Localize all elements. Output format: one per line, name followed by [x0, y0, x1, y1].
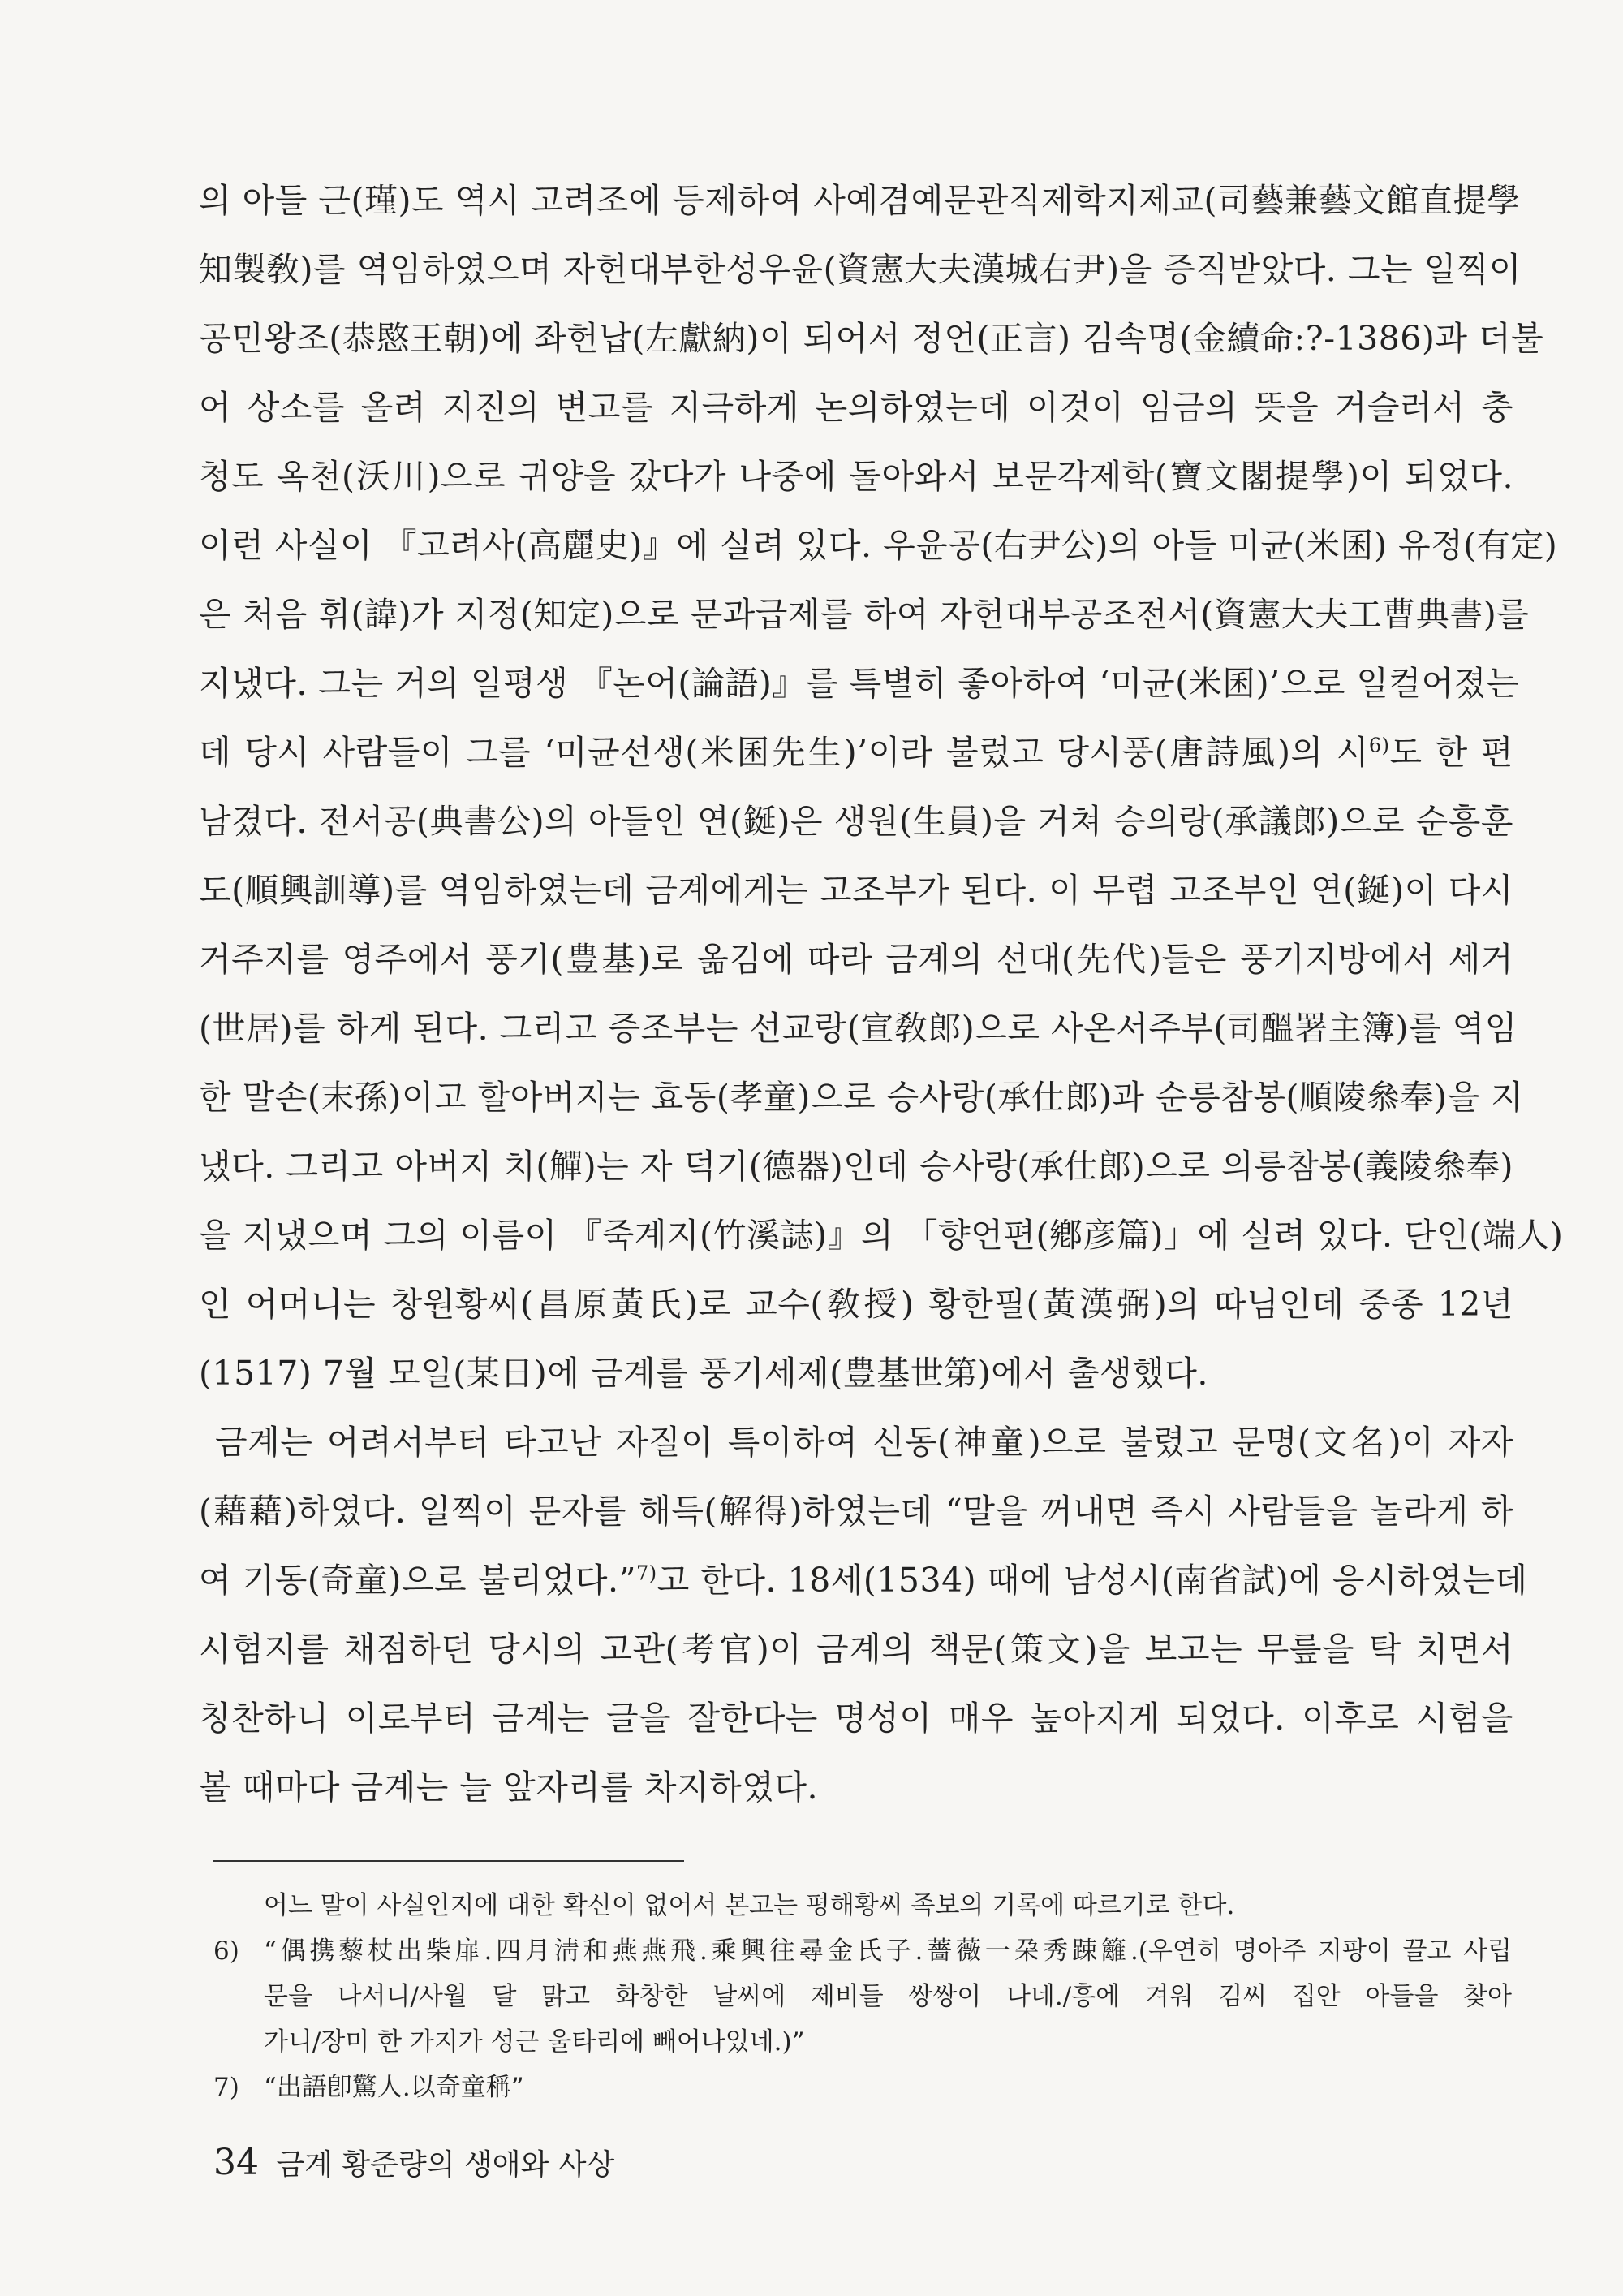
body-line: 이런 사실이 『고려사(高麗史)』에 실려 있다. 우윤공(右尹公)의 아들 미균(米囷) 유정(有定)	[199, 526, 1558, 565]
footnote-line: 가니/장미 한 가지가 성근 울타리에 빼어나있네.)”	[264, 2027, 805, 2057]
body-line: 거주지를 영주에서 풍기(豊基)로 옮김에 따라 금계의 선대(先代)들은 풍기지방에서 세거	[199, 940, 1513, 979]
body-line: 어 상소를 올려 지진의 변고를 지극하게 논의하였는데 이것이 임금의 뜻을 거슬러서 충	[199, 388, 1513, 427]
body-line	[199, 718, 1513, 787]
footnote-ref-7[interactable]: 7)	[636, 1562, 657, 1585]
body-line: 도(順興訓導)를 역임하였는데 금계에게는 고조부가 된다. 이 무렵 고조부인 연(鋋)이 다시	[199, 871, 1513, 910]
body-line: 칭찬하니 이로부터 금계는 글을 잘한다는 명성이 매우 높아지게 되었다. 이후로 시험을	[199, 1699, 1513, 1738]
footnote-divider	[213, 1860, 684, 1862]
body-line: 인 어머니는 창원황씨(昌原黃氏)로 교수(敎授) 황한필(黃漢弼)의 따님인데 중종 12년	[199, 1285, 1513, 1324]
body-line: 한 말손(末孫)이고 할아버지는 효동(孝童)으로 승사랑(承仕郎)과 순릉참봉(順陵叅奉)을 지	[199, 1078, 1524, 1117]
body-line: 의 아들 근(瑾)도 역시 고려조에 등제하여 사예겸예문관직제학지제교(司藝兼藝文館直提學	[199, 181, 1521, 220]
body-line: 知製敎)를 역임하였으며 자헌대부한성우윤(資憲大夫漢城右尹)을 증직받았다. 그는 일찍이	[199, 250, 1522, 289]
body-line: 볼 때마다 금계는 늘 앞자리를 차지하였다.	[199, 1768, 818, 1807]
body-line: 금계는 어려서부터 타고난 자질이 특이하여 신동(神童)으로 불렸고 문명(文名)이 자자	[215, 1423, 1513, 1462]
footnote-number: 6)	[213, 1936, 239, 1966]
body-line	[199, 1546, 1528, 1615]
running-title: 금계 황준량의 생애와 사상	[276, 2148, 615, 2182]
body-line: 지냈다. 그는 거의 일평생 『논어(論語)』를 특별히 좋아하여 ‘미균(米囷)’으로 일컬어졌는	[199, 664, 1519, 703]
footnote-line: 문을 나서니/사월 달 맑고 화창한 날씨에 제비들 쌍쌍이 나네./흥에 겨워 김씨 집안 아들을 찾아	[264, 1982, 1512, 2011]
footnote-number: 7)	[213, 2073, 239, 2102]
footnote-7	[213, 2065, 1512, 2110]
footnote-ref-6[interactable]: 6)	[1368, 734, 1390, 757]
body-line-text: 데 당시 사람들이 그를 ‘미균선생(米囷先生)’이라 불렀고 당시풍(唐詩風)의 시	[199, 733, 1369, 772]
body-line: (藉藉)하였다. 일찍이 문자를 해득(解得)하였는데 “말을 꺼내면 즉시 사람들을 놀라게 하	[199, 1492, 1513, 1531]
footnote-text: “偶携藜杖出柴扉.四月淸和燕燕飛.乘興往尋金氏子.薔薇一朶秀踈籬.(우연히 명아주 지팡이 끌고 사립	[264, 1936, 1512, 1966]
body-line-text: 여 기동(奇童)으로 불리었다.”	[199, 1561, 637, 1600]
body-line: 은 처음 휘(諱)가 지정(知定)으로 문과급제를 하여 자헌대부공조전서(資憲大夫工曹典書)를	[199, 595, 1530, 634]
body-line: 을 지냈으며 그의 이름이 『죽계지(竹溪誌)』의 「향언편(鄕彦篇)」에 실려 있다. 단인(端人)	[199, 1216, 1564, 1255]
footnotes	[213, 1883, 1512, 2110]
footnote-text: “出語卽驚人.以奇童稱”	[264, 2073, 524, 2102]
body-line-text: 고 한다. 18세(1534) 때에 남성시(南省試)에 응시하였는데	[657, 1561, 1528, 1600]
body-line: 공민왕조(恭愍王朝)에 좌헌납(左獻納)이 되어서 정언(正言) 김속명(金續命:?-1386)과 더불	[199, 319, 1544, 358]
body-line: (1517) 7월 모일(某日)에 금계를 풍기세제(豊基世第)에서 출생했다.	[199, 1354, 1208, 1393]
body-line-text: 도 한 편	[1389, 733, 1513, 772]
body-line: 냈다. 그리고 아버지 치(觶)는 자 덕기(德器)인데 승사랑(承仕郎)으로 의릉참봉(義陵叅奉)	[199, 1147, 1513, 1186]
page-number: 34	[213, 2142, 259, 2183]
page-footer	[213, 2143, 614, 2186]
body-line: (世居)를 하게 된다. 그리고 증조부는 선교랑(宣敎郎)으로 사온서주부(司醞署主簿)를 역임	[199, 1009, 1518, 1048]
body-line: 남겼다. 전서공(典書公)의 아들인 연(鋋)은 생원(生員)을 거쳐 승의랑(承議郎)으로 순흥훈	[199, 802, 1513, 841]
footnote-line: 어느 말이 사실인지에 대한 확신이 없어서 본고는 평해황씨 족보의 기록에 따르기로 한다.	[264, 1891, 1235, 1920]
body-line: 청도 옥천(沃川)으로 귀양을 갔다가 나중에 돌아와서 보문각제학(寶文閣提學)이 되었다.	[199, 457, 1513, 496]
body-line: 시험지를 채점하던 당시의 고관(考官)이 금계의 책문(策文)을 보고는 무릎을 탁 치면서	[199, 1630, 1513, 1669]
footnote-6	[213, 1928, 1512, 1974]
body-text	[199, 166, 1564, 1822]
